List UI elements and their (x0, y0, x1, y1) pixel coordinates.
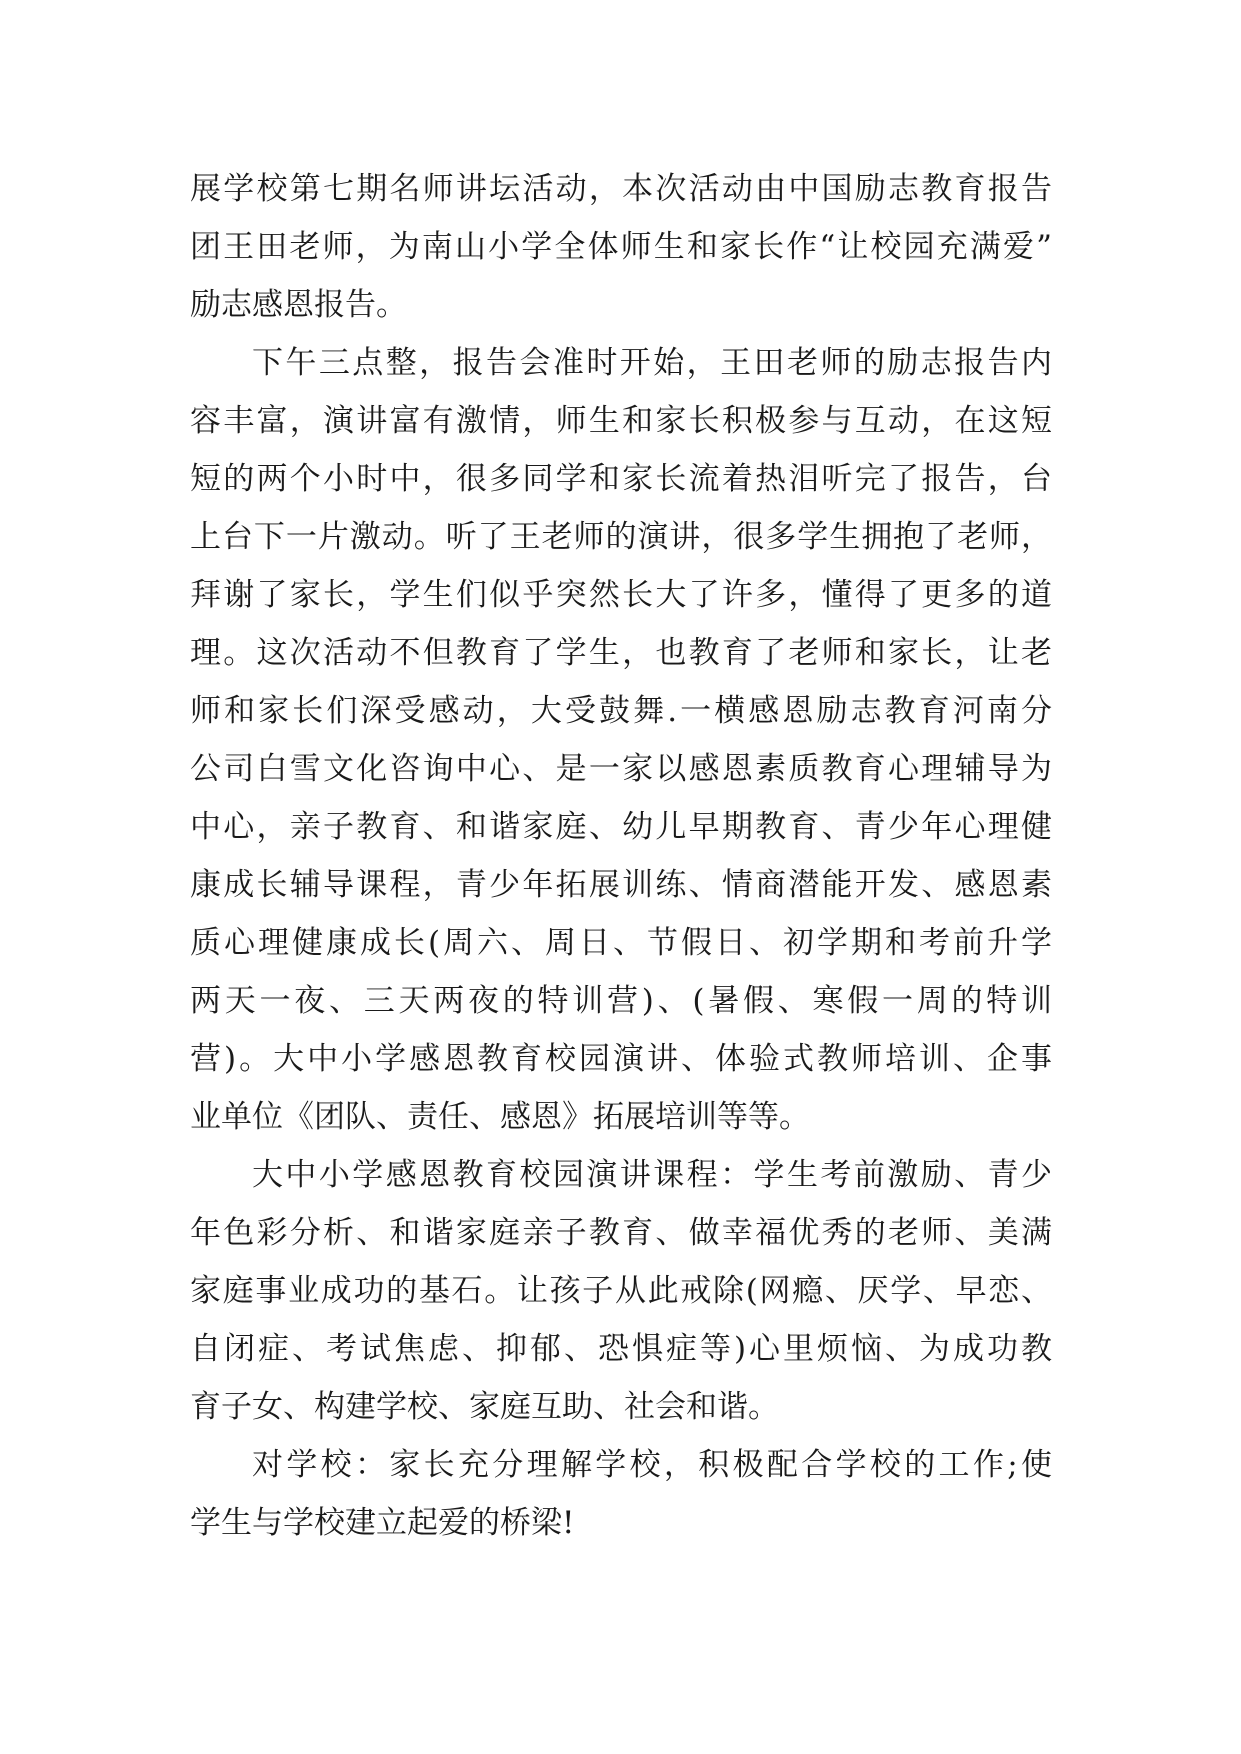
text-line: 中心，亲子教育、和谐家庭、幼儿早期教育、青少年心理健 (190, 809, 1052, 845)
text-line: 展学校第七期名师讲坛活动，本次活动由中国励志教育报告 (190, 171, 1052, 207)
paragraph-2 (190, 334, 1052, 1146)
text-line: 团王田老师，为南山小学全体师生和家长作“让校园充满爱” (190, 229, 1052, 265)
text-line: 对学校：家长充分理解学校，积极配合学校的工作;使 (252, 1447, 1052, 1483)
text-line: 两天一夜、三天两夜的特训营)、(暑假、寒假一周的特训 (190, 983, 1052, 1019)
paragraph-3 (190, 1146, 1052, 1436)
text-line: 短的两个小时中，很多同学和家长流着热泪听完了报告，台 (190, 461, 1052, 497)
text-line: 康成长辅导课程，青少年拓展训练、情商潜能开发、感恩素 (190, 867, 1052, 903)
text-line: 师和家长们深受感动，大受鼓舞.一横感恩励志教育河南分 (190, 693, 1052, 729)
text-line: 下午三点整，报告会准时开始，王田老师的励志报告内 (252, 345, 1052, 381)
text-line: 拜谢了家长，学生们似乎突然长大了许多，懂得了更多的道 (190, 577, 1052, 613)
text-line: 业单位《团队、责任、感恩》拓展培训等等。 (190, 1099, 810, 1135)
text-line: 年色彩分析、和谐家庭亲子教育、做幸福优秀的老师、美满 (190, 1215, 1052, 1251)
text-line: 大中小学感恩教育校园演讲课程：学生考前激励、青少 (252, 1157, 1052, 1193)
text-line: 自闭症、考试焦虑、抑郁、恐惧症等)心里烦恼、为成功教 (190, 1331, 1052, 1367)
text-line: 营)。大中小学感恩教育校园演讲、体验式教师培训、企事 (190, 1041, 1052, 1077)
text-line: 上台下一片激动。听了王老师的演讲，很多学生拥抱了老师， (190, 519, 1052, 555)
text-line: 理。这次活动不但教育了学生，也教育了老师和家长，让老 (190, 635, 1052, 671)
paragraph-1 (190, 160, 1052, 334)
text-line: 公司白雪文化咨询中心、是一家以感恩素质教育心理辅导为 (190, 751, 1052, 787)
text-line: 容丰富，演讲富有激情，师生和家长积极参与互动，在这短 (190, 403, 1052, 439)
text-line: 励志感恩报告。 (190, 287, 407, 323)
document-body (190, 160, 1052, 1552)
text-line: 育子女、构建学校、家庭互助、社会和谐。 (190, 1389, 779, 1425)
paragraph-4 (190, 1436, 1052, 1552)
text-line: 质心理健康成长(周六、周日、节假日、初学期和考前升学 (190, 925, 1052, 961)
text-line: 学生与学校建立起爱的桥梁! (190, 1505, 575, 1541)
text-line: 家庭事业成功的基石。让孩子从此戒除(网瘾、厌学、早恋、 (190, 1273, 1052, 1309)
